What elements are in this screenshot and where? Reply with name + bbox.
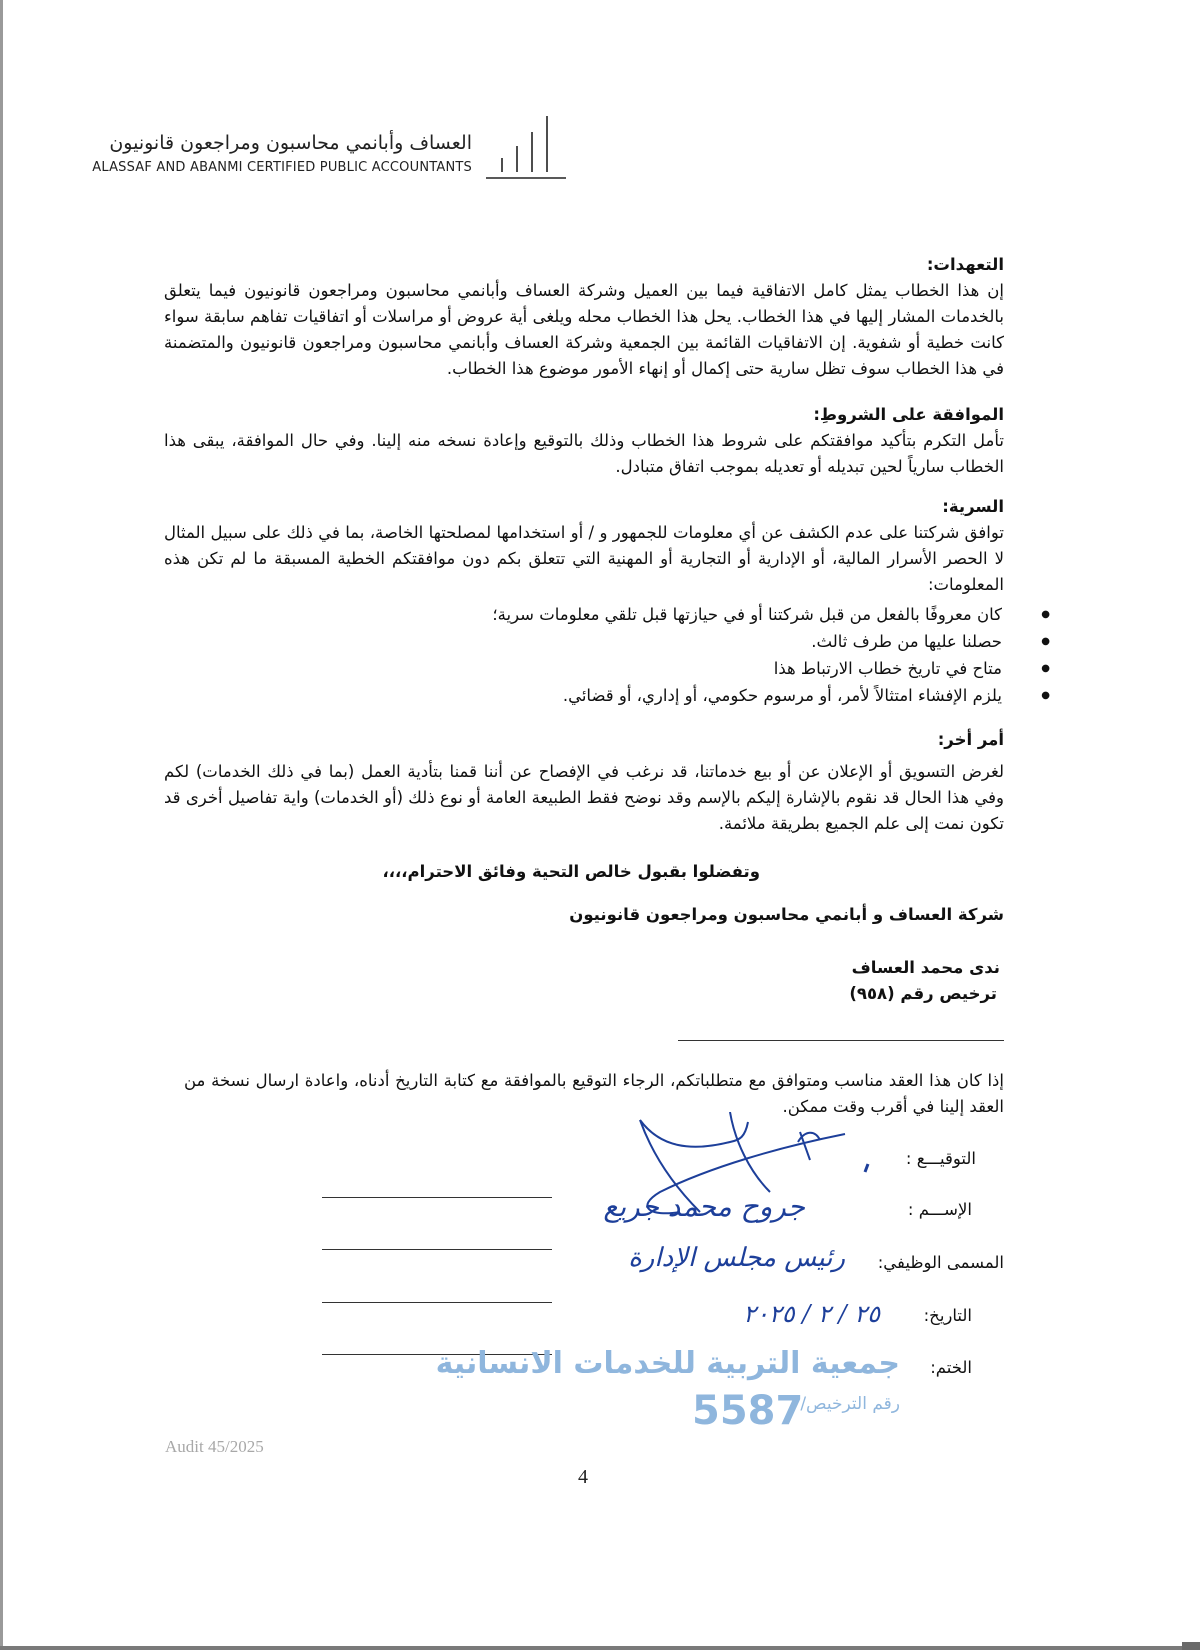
stamp-org-name: جمعية التربية للخدمات الانسانية — [435, 1346, 900, 1381]
signatory-name: ندى محمد العساف — [851, 958, 1000, 977]
document-reference: Audit 45/2025 — [165, 1437, 264, 1456]
list-item: ● متاح في تاريخ خطاب الارتباط هذا — [170, 655, 1050, 682]
letterhead — [82, 108, 582, 188]
vertical-bars-logo-icon — [484, 108, 574, 180]
section-heading: التعهدات: — [926, 255, 1004, 274]
section-heading: أمر أخر: — [937, 730, 1004, 749]
closing-firm-name: شركة العساف و أبانمي محاسبون ومراجعون قانونيون — [569, 905, 1004, 924]
firm-signature-line — [678, 1040, 1004, 1041]
handwritten-name: جروح محمد جريع — [603, 1190, 805, 1223]
blank-line — [322, 1302, 552, 1303]
blank-line — [322, 1197, 552, 1198]
section-heading: الموافقة على الشروطِ: — [813, 405, 1004, 424]
section-other — [164, 727, 1004, 837]
list-item: ● يلزم الإفشاء امتثالاً لأمر، أو مرسوم حكومي، أو إداري، أو قضائي. — [170, 682, 1050, 709]
signatory-license: ترخيص رقم (٩٥٨) — [849, 984, 997, 1003]
section-heading: السرية: — [942, 497, 1004, 516]
scan-border-bottom — [0, 1646, 1182, 1650]
handwritten-job-title: رئيس مجلس الإدارة — [628, 1243, 845, 1273]
section-confidentiality — [164, 494, 1004, 598]
page-number: 4 — [578, 1466, 588, 1488]
date-label: التاريخ: — [923, 1306, 972, 1325]
section-agreement — [164, 402, 1004, 480]
confidentiality-bullet-list — [170, 601, 1050, 709]
firm-name-english: ALASSAF AND ABANMI CERTIFIED PUBLIC ACCOUNTANTS — [92, 160, 472, 175]
section-body: إن هذا الخطاب يمثل كامل الاتفاقية فيما بين العميل وشركة العساف وأبانمي محاسبون ومراجعون قانونيون فيما يتعلق بالخدمات المشار إليها في هذا الخطاب. يحل هذا الخطاب محله ويلغى أية عروض أو مراسلات أو اتفاقيات تفاهم سابقة سواء كانت خطية أو شفوية. إن الاتفاقيات القائمة بين الجمعية وشركة العساف وأبانمي محاسبون ومراجعون قانونيون والمتضمنة في هذا الخطاب سوف تظل سارية حتى إكمال أو إنهاء الأمور موضوع هذا الخطاب. — [164, 281, 1004, 378]
section-body: لغرض التسويق أو الإعلان عن أو بيع خدماتنا، قد نرغب في الإفصاح عن أننا قمنا بتأدية العمل (بما في ذلك الخدمات) لكم وفي هذا الحال قد نقوم بالإشارة إليكم بالإسم وقد نوضح فقط الطبيعة العامة أو نوع ذلك (أو الخدمات) واية تفاصيل أخرى قد تكون نمت إلى علم الجميع بطريقة ملائمة. — [164, 762, 1004, 833]
stamp-license-label: رقم الترخيص/ — [800, 1394, 900, 1414]
signature-label: التوقيـــع : — [905, 1149, 976, 1168]
list-item: ● حصلنا عليها من طرف ثالث. — [170, 628, 1050, 655]
scan-border-left — [0, 0, 3, 1650]
blank-line — [322, 1249, 552, 1250]
scan-corner — [1182, 1642, 1200, 1650]
stamp-license-number: 5587 — [692, 1388, 804, 1434]
firm-name-arabic: العساف وأبانمي محاسبون ومراجعون قانونيون — [109, 132, 472, 154]
acceptance-instruction: إذا كان هذا العقد مناسب ومتوافق مع متطلباتكم، الرجاء التوقيع بالموافقة مع كتابة التاريخ أدناه، واعادة ارسال نسخة من العقد إلينا في أقرب وقت ممكن. — [184, 1071, 1004, 1116]
handwritten-date: ٢٥ / ٢ / ٢٠٢٥ — [743, 1300, 880, 1328]
seal-label: الختم: — [930, 1358, 972, 1377]
section-undertakings — [164, 252, 1004, 382]
name-label: الإســـم : — [907, 1200, 972, 1219]
list-item: ● كان معروفًا بالفعل من قبل شركتنا أو في حيازتها قبل تلقي معلومات سرية؛ — [170, 601, 1050, 628]
job-title-label: المسمى الوظيفي: — [877, 1253, 1004, 1272]
section-body: توافق شركتنا على عدم الكشف عن أي معلومات للجمهور و / أو استخدامها لمصلحتها الخاصة، بما في ذلك على سبيل المثال لا الحصر الأسرار المالية، أو الإدارية أو التجارية أو المهنية التي تتعلق بكم دون موافقتكم الخطية المسبقة ما لم تكن هذه المعلومات: — [164, 523, 1004, 594]
closing-greeting: وتفضلوا بقبول خالص التحية وفائق الاحترام،،،، — [382, 862, 760, 881]
section-body: تأمل التكرم بتأكيد موافقتكم على شروط هذا الخطاب وذلك بالتوقيع وإعادة نسخه منه إلينا. وفي حال الموافقة، يبقى هذا الخطاب سارياً لحين تبديله أو تعديله بموجب اتفاق متبادل. — [164, 431, 1004, 476]
